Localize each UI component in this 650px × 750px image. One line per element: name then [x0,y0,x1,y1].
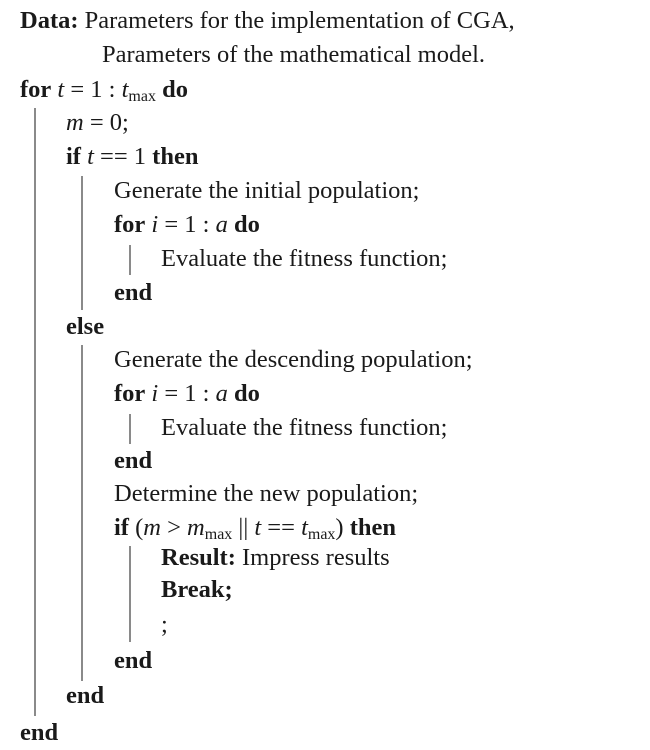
end-keyword: end [20,719,59,746]
else-block-line [81,345,83,681]
then-keyword: then [152,143,199,170]
empty-statement: ; [161,611,168,638]
do-keyword: do [233,211,260,238]
if-keyword: if [66,143,81,170]
or-op: || [232,514,255,541]
end-keyword: end [114,279,153,306]
eq-op: == [261,514,302,541]
break-keyword: Break; [161,576,233,603]
generate-initial-line [114,176,419,206]
for-keyword: for [20,76,52,103]
for-keyword: for [114,380,146,407]
else-for-block-line [129,414,131,444]
loop-var: t [57,76,65,103]
end-keyword: end [114,447,153,474]
then-for-block-line [129,245,131,275]
outer-for-block-line [34,108,36,716]
else-evaluate-line [161,413,447,443]
loop-range: = 1 : [64,76,122,103]
then-evaluate-line [161,244,447,274]
result-label: Result: [161,544,236,571]
then-for-end-line [114,278,152,308]
outer-for-line [20,75,188,105]
if-first-line [66,142,198,172]
data-text-1: Parameters for the implementation of CGA, [84,7,515,34]
a-var: a [215,211,228,238]
evaluate-text: Evaluate the fitness function; [161,245,448,272]
m-assign: = 0; [83,109,129,136]
data-line-2 [102,40,485,70]
t-max-sub: max [307,526,336,543]
then-keyword: then [349,514,397,541]
t-var: t [87,143,94,170]
evaluate-text: Evaluate the fitness function; [161,414,448,441]
i-var: i [151,380,159,407]
m-var: m [66,109,84,136]
else-for-line [114,379,260,409]
open-paren: ( [128,514,144,541]
outer-for-end-line [20,718,58,748]
then-block-line [81,176,83,310]
do-keyword: do [162,76,188,103]
determine-line [114,479,418,509]
gt-op: > [160,514,188,541]
do-keyword: do [233,380,260,407]
result-line [161,543,390,573]
if-condition: == 1 [93,143,153,170]
result-text: Impress results [235,544,390,571]
for-range: = 1 : [158,380,216,407]
m-max-var: m [187,514,205,541]
empty-statement-line [161,610,168,640]
i-var: i [151,211,159,238]
end-keyword: end [114,647,153,674]
end-keyword: end [66,682,105,709]
generate-descending-line [114,345,473,375]
loop-limit: t [121,76,129,103]
generate-descending-text: Generate the descending population; [114,346,473,373]
init-m-line [66,108,129,138]
else-for-end-line [114,446,152,476]
close-paren: ) [335,514,350,541]
then-for-line [114,210,260,240]
stop-if-block-line [129,546,131,642]
if-else-end-line [66,681,104,711]
determine-text: Determine the new population; [114,480,419,507]
a-var: a [215,380,228,407]
t-var: t [254,514,262,541]
stop-if-end-line [114,646,152,676]
for-keyword: for [114,211,146,238]
data-line-1 [20,6,515,36]
data-label: Data: [20,7,79,34]
data-text-2: Parameters of the mathematical model. [102,41,486,68]
t-max-var: t [301,514,308,541]
else-line [66,312,104,342]
stop-if-line [114,513,396,543]
else-keyword: else [66,313,105,340]
if-keyword: if [114,514,129,541]
loop-limit-sub: max [128,88,156,105]
m-max-sub: max [204,526,233,543]
break-line [161,575,233,605]
m-var: m [143,514,161,541]
for-range: = 1 : [158,211,216,238]
generate-initial-text: Generate the initial population; [114,177,420,204]
